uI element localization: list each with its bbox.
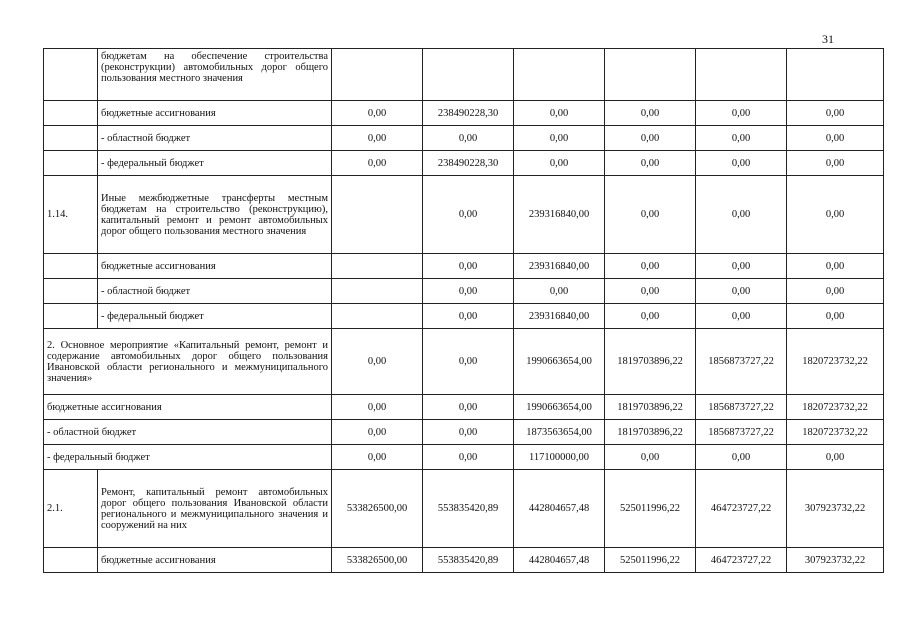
budget-table: [43, 48, 884, 573]
value-cell: 0,00: [332, 445, 423, 470]
value-cell: 1820723732,22: [787, 395, 884, 420]
value-cell: 533826500,00: [332, 548, 423, 573]
index-cell: [44, 254, 98, 279]
table-row: [44, 126, 884, 151]
value-cell: 239316840,00: [514, 254, 605, 279]
value-cell: 0,00: [514, 126, 605, 151]
row-name-cell: - областной бюджет: [98, 279, 332, 304]
table-row: [44, 548, 884, 573]
value-cell: 1990663654,00: [514, 395, 605, 420]
row-name-cell: бюджетные ассигнования: [98, 254, 332, 279]
value-cell: 0,00: [423, 254, 514, 279]
value-cell: 0,00: [605, 176, 696, 254]
value-cell: 0,00: [605, 304, 696, 329]
value-cell: 0,00: [787, 254, 884, 279]
value-cell: 307923732,22: [787, 470, 884, 548]
value-cell: 0,00: [423, 304, 514, 329]
value-cell: 0,00: [332, 101, 423, 126]
value-cell: 0,00: [696, 101, 787, 126]
value-cell: 0,00: [696, 445, 787, 470]
value-cell: 307923732,22: [787, 548, 884, 573]
value-cell: 1820723732,22: [787, 420, 884, 445]
index-cell: [44, 304, 98, 329]
value-cell: 525011996,22: [605, 470, 696, 548]
row-name-cell: бюджетные ассигнования: [98, 548, 332, 573]
page-number: 31: [822, 32, 834, 46]
row-name-cell: Иные межбюджетные трансферты местным бюджетам на строительство (реконструкцию), капитальный ремонт и ремонт автомобильных дорог общего пользования местного значения: [98, 176, 332, 254]
value-cell: 533826500,00: [332, 470, 423, 548]
index-cell: 2.1.: [44, 470, 98, 548]
value-cell: [423, 49, 514, 101]
row-name-cell: - областной бюджет: [98, 126, 332, 151]
value-cell: 0,00: [423, 420, 514, 445]
table-row: [44, 420, 884, 445]
value-cell: [332, 304, 423, 329]
value-cell: 1856873727,22: [696, 329, 787, 395]
value-cell: 464723727,22: [696, 470, 787, 548]
value-cell: 0,00: [514, 151, 605, 176]
value-cell: 1873563654,00: [514, 420, 605, 445]
value-cell: 239316840,00: [514, 176, 605, 254]
row-name-cell: бюджетные ассигнования: [44, 395, 332, 420]
table-row: [44, 445, 884, 470]
row-name-cell: - областной бюджет: [44, 420, 332, 445]
value-cell: 1819703896,22: [605, 329, 696, 395]
value-cell: [332, 254, 423, 279]
value-cell: 1856873727,22: [696, 395, 787, 420]
row-name-cell: бюджетам на обеспечение строительства (реконструкции) автомобильных дорог общего пользования местного значения: [98, 49, 332, 101]
value-cell: 0,00: [605, 126, 696, 151]
index-cell: [44, 548, 98, 573]
value-cell: 0,00: [423, 395, 514, 420]
value-cell: [605, 49, 696, 101]
index-cell: [44, 49, 98, 101]
value-cell: 0,00: [696, 176, 787, 254]
table-row: [44, 49, 884, 101]
value-cell: 0,00: [332, 126, 423, 151]
value-cell: 0,00: [787, 445, 884, 470]
value-cell: 0,00: [605, 151, 696, 176]
value-cell: 0,00: [332, 151, 423, 176]
value-cell: 239316840,00: [514, 304, 605, 329]
index-cell: 1.14.: [44, 176, 98, 254]
value-cell: 1820723732,22: [787, 329, 884, 395]
value-cell: 0,00: [787, 151, 884, 176]
table-row: [44, 395, 884, 420]
value-cell: 0,00: [787, 101, 884, 126]
value-cell: [332, 176, 423, 254]
value-cell: 553835420,89: [423, 548, 514, 573]
value-cell: 0,00: [787, 126, 884, 151]
value-cell: [332, 279, 423, 304]
table-row: [44, 176, 884, 254]
index-cell: [44, 101, 98, 126]
table-row: [44, 279, 884, 304]
value-cell: 0,00: [696, 126, 787, 151]
value-cell: 0,00: [696, 254, 787, 279]
value-cell: 0,00: [787, 279, 884, 304]
value-cell: 0,00: [787, 176, 884, 254]
value-cell: 0,00: [514, 279, 605, 304]
value-cell: 0,00: [696, 151, 787, 176]
row-name-cell: - федеральный бюджет: [98, 304, 332, 329]
value-cell: [696, 49, 787, 101]
table-row: [44, 254, 884, 279]
value-cell: 0,00: [605, 445, 696, 470]
row-name-cell: Ремонт, капитальный ремонт автомобильных дорог общего пользования Ивановской области регионального и межмуниципального значения и сооружений на них: [98, 470, 332, 548]
row-name-cell: 2. Основное мероприятие «Капитальный ремонт, ремонт и содержание автомобильных дорог общего пользования Ивановской области регионального и межмуниципального значения»: [44, 329, 332, 395]
value-cell: 0,00: [605, 254, 696, 279]
value-cell: 238490228,30: [423, 151, 514, 176]
table-row: [44, 151, 884, 176]
value-cell: 0,00: [696, 279, 787, 304]
value-cell: 0,00: [332, 395, 423, 420]
row-name-cell: бюджетные ассигнования: [98, 101, 332, 126]
table-row: [44, 470, 884, 548]
index-cell: [44, 279, 98, 304]
value-cell: 0,00: [332, 420, 423, 445]
row-name-cell: - федеральный бюджет: [98, 151, 332, 176]
value-cell: 0,00: [696, 304, 787, 329]
value-cell: 0,00: [423, 329, 514, 395]
value-cell: 1990663654,00: [514, 329, 605, 395]
index-cell: [44, 126, 98, 151]
table-row: [44, 101, 884, 126]
value-cell: [332, 49, 423, 101]
row-name-cell: - федеральный бюджет: [44, 445, 332, 470]
value-cell: [514, 49, 605, 101]
value-cell: 117100000,00: [514, 445, 605, 470]
value-cell: 525011996,22: [605, 548, 696, 573]
value-cell: 238490228,30: [423, 101, 514, 126]
value-cell: 1819703896,22: [605, 395, 696, 420]
value-cell: 0,00: [332, 329, 423, 395]
value-cell: 442804657,48: [514, 548, 605, 573]
value-cell: 0,00: [423, 279, 514, 304]
index-cell: [44, 151, 98, 176]
value-cell: 0,00: [787, 304, 884, 329]
value-cell: 0,00: [423, 445, 514, 470]
value-cell: 1856873727,22: [696, 420, 787, 445]
value-cell: 0,00: [514, 101, 605, 126]
value-cell: 0,00: [605, 279, 696, 304]
table-row: [44, 304, 884, 329]
value-cell: 553835420,89: [423, 470, 514, 548]
value-cell: 0,00: [605, 101, 696, 126]
value-cell: 0,00: [423, 176, 514, 254]
value-cell: 0,00: [423, 126, 514, 151]
value-cell: [787, 49, 884, 101]
value-cell: 442804657,48: [514, 470, 605, 548]
table-row: [44, 329, 884, 395]
value-cell: 464723727,22: [696, 548, 787, 573]
value-cell: 1819703896,22: [605, 420, 696, 445]
